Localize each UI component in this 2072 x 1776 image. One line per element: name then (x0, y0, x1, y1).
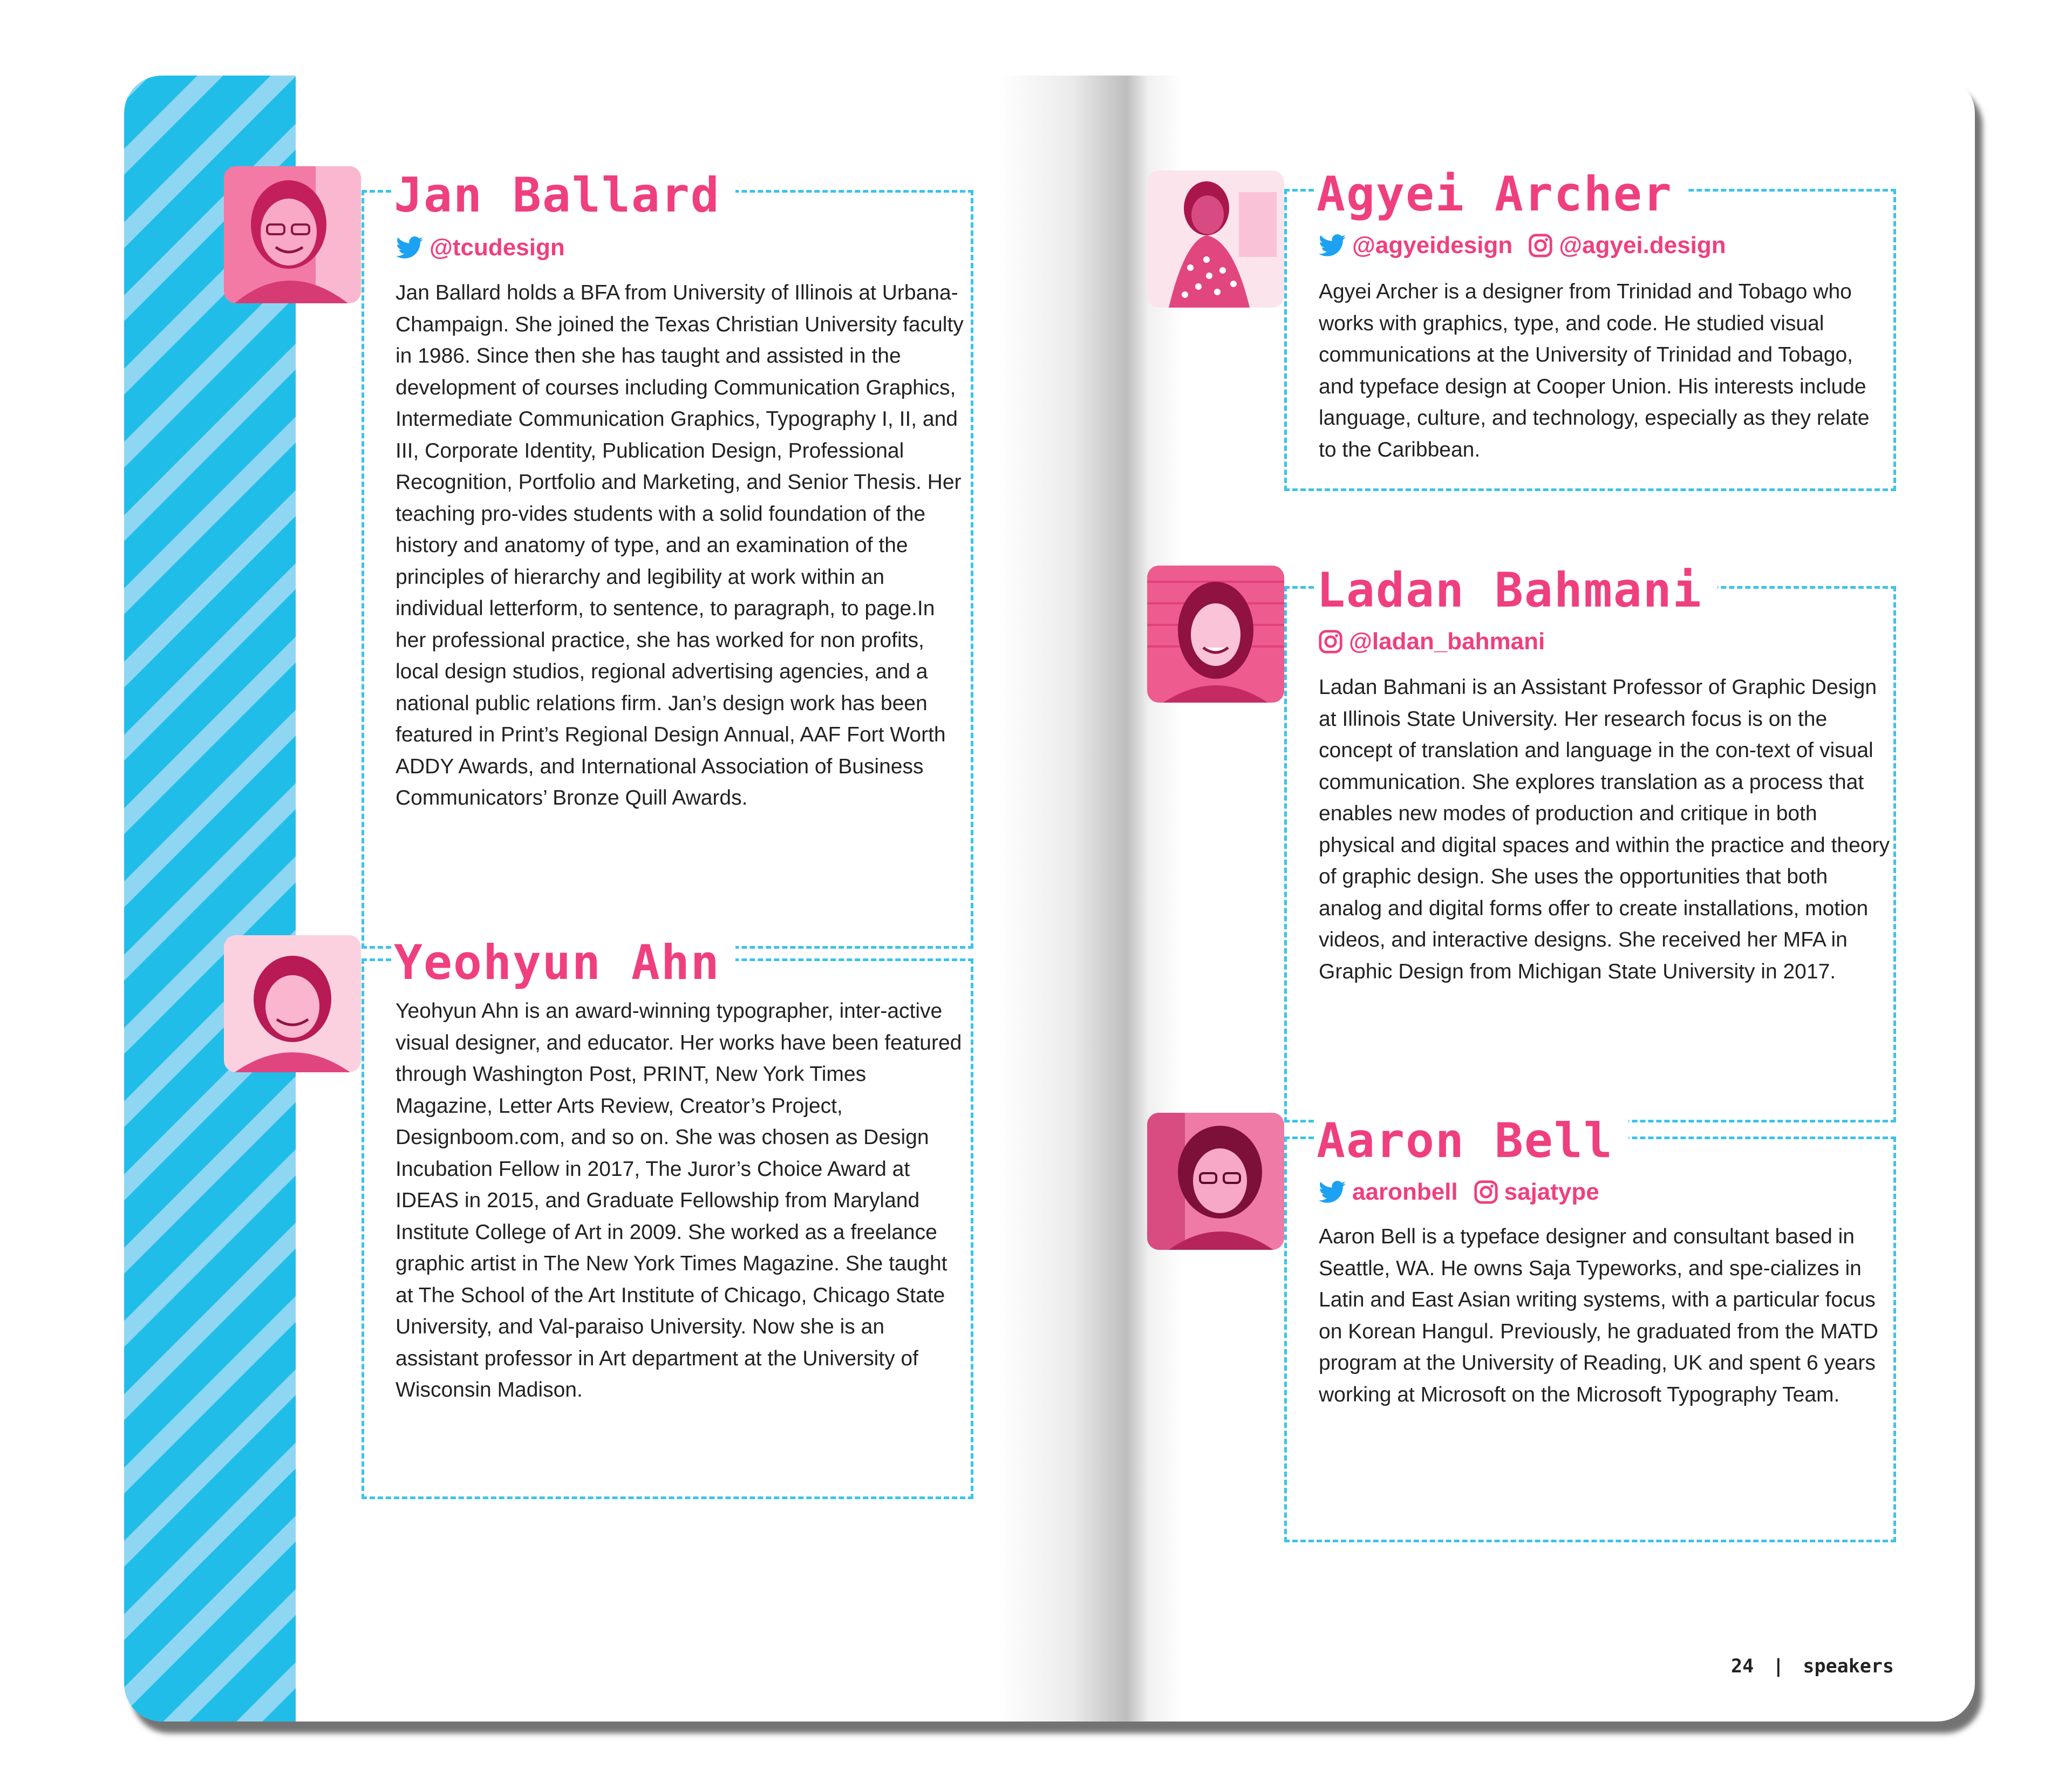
handle-text: aaronbell (1352, 1179, 1458, 1205)
twitter-icon (396, 236, 423, 259)
social-handles (1319, 232, 1726, 259)
folio-separator: | (1773, 1656, 1784, 1677)
handle-text: sajatype (1504, 1179, 1599, 1205)
twitter-handle[interactable] (1319, 1179, 1458, 1206)
instagram-icon (1474, 1180, 1498, 1204)
speaker-name: Ladan Bahmani (1317, 567, 1717, 614)
portrait-photo (224, 166, 361, 303)
speaker-bio: Ladan Bahmani is an Assistant Professor of Graphic Design at Illinois State University. Her research focus is on the concept of translation and language in the con-text of visual communication. She explores translation as a process that enables new modes of production and critique in both physical and digital spaces and within the practice and theory of graphic design. She uses the opportunities that both analog and digital forms offer to create installations, motion videos, and interactive designs. She received her MFA in Graphic Design from Michigan State University in 2017. (1319, 676, 1890, 983)
instagram-handle[interactable] (1474, 1179, 1599, 1206)
instagram-handle[interactable] (1529, 232, 1726, 259)
twitter-icon (1319, 1181, 1346, 1203)
handle-text: @tcudesign (430, 234, 565, 261)
twitter-icon (1319, 234, 1346, 257)
instagram-icon (1529, 234, 1552, 257)
portrait-photo (1147, 1113, 1284, 1250)
page-folio (1731, 1656, 1894, 1677)
speaker-bio: Yeohyun Ahn is an award-winning typographer, inter-active visual designer, and educator. Her works have been featured through Washington Post, PRINT, New York Times Magazine, Letter Arts Review, Creator’s Project, Designboom.com, and so on. She was chosen as Design Incubation Fellow in 2017, The Juror’s Choice Award at IDEAS in 2015, and Graduate Fellowship from Maryland Institute College of Art in 2009. She worked as a freelance graphic artist in The New York Times Magazine. She taught at The School of the Art Institute of Chicago, Chicago State University, and Val-paraiso University. Now she is an assistant professor in Art department at the University of Wisconsin Madison. (396, 999, 962, 1401)
handle-text: @agyeidesign (1352, 232, 1513, 258)
portrait-photo (224, 935, 361, 1072)
instagram-handle[interactable] (1319, 628, 1545, 655)
speaker-bio: Agyei Archer is a designer from Trinidad and Tobago who works with graphics, type, and code. He studied visual communications at the University of Trinidad and Tobago, and typeface design at Cooper Union. His interests include language, culture, and technology, especially as they relate to the Caribbean. (1319, 280, 1870, 461)
twitter-handle[interactable] (396, 234, 565, 261)
portrait-photo (1147, 566, 1284, 703)
social-handles (1319, 628, 1545, 655)
handle-text: @ladan_bahmani (1349, 628, 1545, 655)
section-name: speakers (1803, 1656, 1894, 1677)
page-gutter (998, 76, 1182, 1721)
speaker-name: Agyei Archer (1317, 171, 1688, 218)
speaker-name: Jan Ballard (394, 172, 735, 219)
handle-text: @agyei.design (1559, 232, 1726, 258)
instagram-icon (1319, 630, 1342, 654)
social-handles (1319, 1179, 1599, 1206)
speaker-name: Yeohyun Ahn (394, 939, 735, 986)
portrait-photo (1147, 171, 1284, 308)
page-number: 24 (1731, 1656, 1754, 1677)
speaker-bio: Aaron Bell is a typeface designer and consultant based in Seattle, WA. He owns Saja Typeworks, and spe-cializes in Latin and East Asian writing systems, with a particular focus on Korean Hangul. Previously, he graduated from the MATD program at the University of Reading, UK and spent 6 years working at Microsoft on the Microsoft Typography Team. (1319, 1225, 1878, 1406)
speaker-name: Aaron Bell (1317, 1117, 1628, 1165)
speaker-bio: Jan Ballard holds a BFA from University of Illinois at Urbana-Champaign. She joined the Texas Christian University faculty in 1986. Since then she has taught and assisted in the development of courses including Communication Graphics, Intermediate Communication Graphics, Typography I, II, and III, Corporate Identity, Publication Design, Professional Recognition, Portfolio and Marketing, and Senior Thesis. Her teaching pro-vides students with a solid foundation of the history and anatomy of type, and an examination of the principles of hierarchy and legibility at work within an individual letterform, to sentence, to paragraph, to page.In her professional practice, she has worked for non profits, local design studios, regional advertising agencies, and a national public relations firm. Jan’s design work has been featured in Print’s Regional Design Annual, AAF Fort Worth ADDY Awards, and International Association of Business Communicators’ Bronze Quill Awards. (396, 281, 964, 809)
social-handles (396, 234, 565, 261)
twitter-handle[interactable] (1319, 232, 1512, 259)
booklet-spread (124, 76, 1975, 1721)
striped-margin (124, 76, 296, 1721)
